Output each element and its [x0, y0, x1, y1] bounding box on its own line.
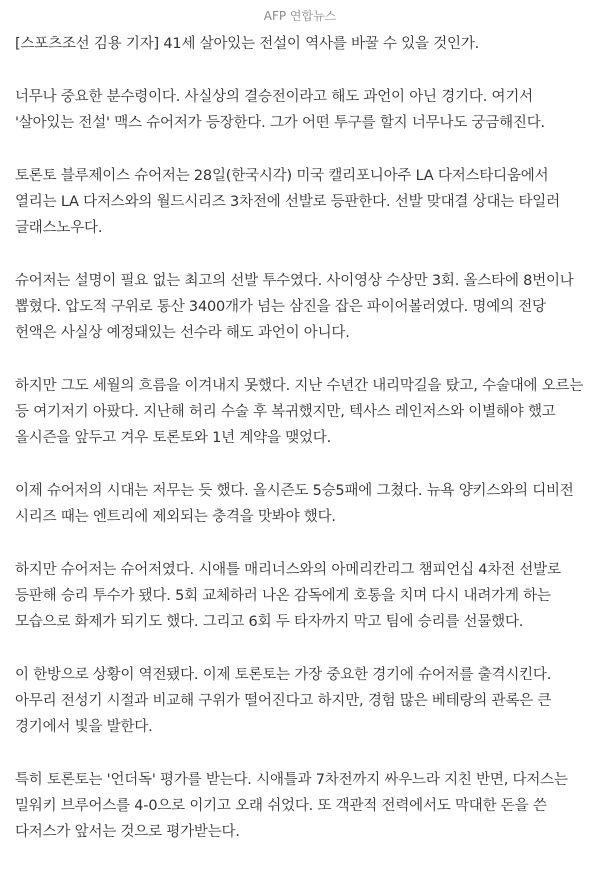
- article-body: [0, 31, 600, 845]
- paragraph-gap: [15, 346, 584, 373]
- photo-credit: AFP 연합뉴스: [263, 9, 337, 23]
- paragraph-gap: [15, 136, 584, 163]
- article-paragraph-1: [스포츠조선 김용 기자] 41세 살아있는 전설이 역사를 바꿀 수 있을 것인가.: [15, 36, 480, 52]
- paragraph-gap: [15, 635, 584, 662]
- article-paragraph-6: 이제 슈어저의 시대는 저무는 듯 했다. 올시즌도 5승5패에 그쳤다. 뉴욕 양키스와의 디비전 시리즈 때는 엔트리에 제외되는 충격을 맛봐야 했다.: [15, 483, 574, 525]
- article-paragraph-5: 하지만 그도 세월의 흐름을 이겨내지 못했다. 지난 수년간 내리막길을 탔고, 수술대에 오르는 등 여기저기 아팠다. 지난해 허리 수술 후 복귀했지만, 텍사스 레인저스와 이별해야 했고 올시즌을 앞두고 겨우 토론토와 1년 계약을 맺었다.: [15, 378, 584, 446]
- article-paragraph-4: 슈어저는 설명이 필요 없는 최고의 선발 투수였다. 사이영상 수상만 3회. 올스타에 8번이나 뽑혔다. 압도적 구위로 통산 3400개가 넘는 삼진을 잡은 파이어볼러였다. 명예의 전당 헌액은 사실상 예정돼있는 선수라 해도 과언이 아니다.: [15, 273, 574, 341]
- article-paragraph-7: 하지만 슈어저는 슈어저였다. 시애틀 매리너스와의 아메리칸리그 챔피언십 4차전 선발로 등판해 승리 투수가 됐다. 5회 교체하러 나온 감독에게 호통을 치며 다시 내려가게 하는 모습으로 화제가 되기도 했다. 그리고 6회 두 타자까지 막고 팀에 승리를 선물했다.: [15, 562, 561, 630]
- paragraph-gap: [15, 740, 584, 767]
- article-paragraph-8: 이 한방으로 상황이 역전됐다. 이제 토론토는 가장 중요한 경기에 슈어저를 출격시킨다. 아무리 전성기 시절과 비교해 구위가 떨어진다고 하지만, 경험 많은 베테랑의 관록은 큰 경기에서 빛을 발한다.: [15, 667, 552, 735]
- article-paragraph-3: 토론토 블루제이스 슈어저는 28일(한국시각) 미국 캘리포니아주 LA 다저스타디움에서 열리는 LA 다저스와의 월드시리즈 3차전에 선발로 등판한다. 선발 맞대결 상대는 타일러 글래스노우다.: [15, 168, 560, 236]
- paragraph-gap: [15, 57, 584, 84]
- paragraph-gap: [15, 530, 584, 557]
- paragraph-gap: [15, 241, 584, 268]
- article-paragraph-2: 너무나 중요한 분수령이다. 사실상의 결승전이라고 해도 과언이 아닌 경기다. 여기서 '살아있는 전설' 맥스 슈어저가 등장한다. 그가 어떤 투구를 할지 너무나도 궁금해진다.: [15, 89, 545, 131]
- paragraph-gap: [15, 451, 584, 478]
- article-paragraph-9: 특히 토론토는 '언더독' 평가를 받는다. 시애틀과 7차전까지 싸우느라 지친 반면, 다저스는 밀워키 브루어스를 4-0으로 이기고 오래 쉬었다. 또 객관적 전력에서도 막대한 돈을 쓴 다저스가 앞서는 것으로 평가받는다.: [15, 772, 568, 840]
